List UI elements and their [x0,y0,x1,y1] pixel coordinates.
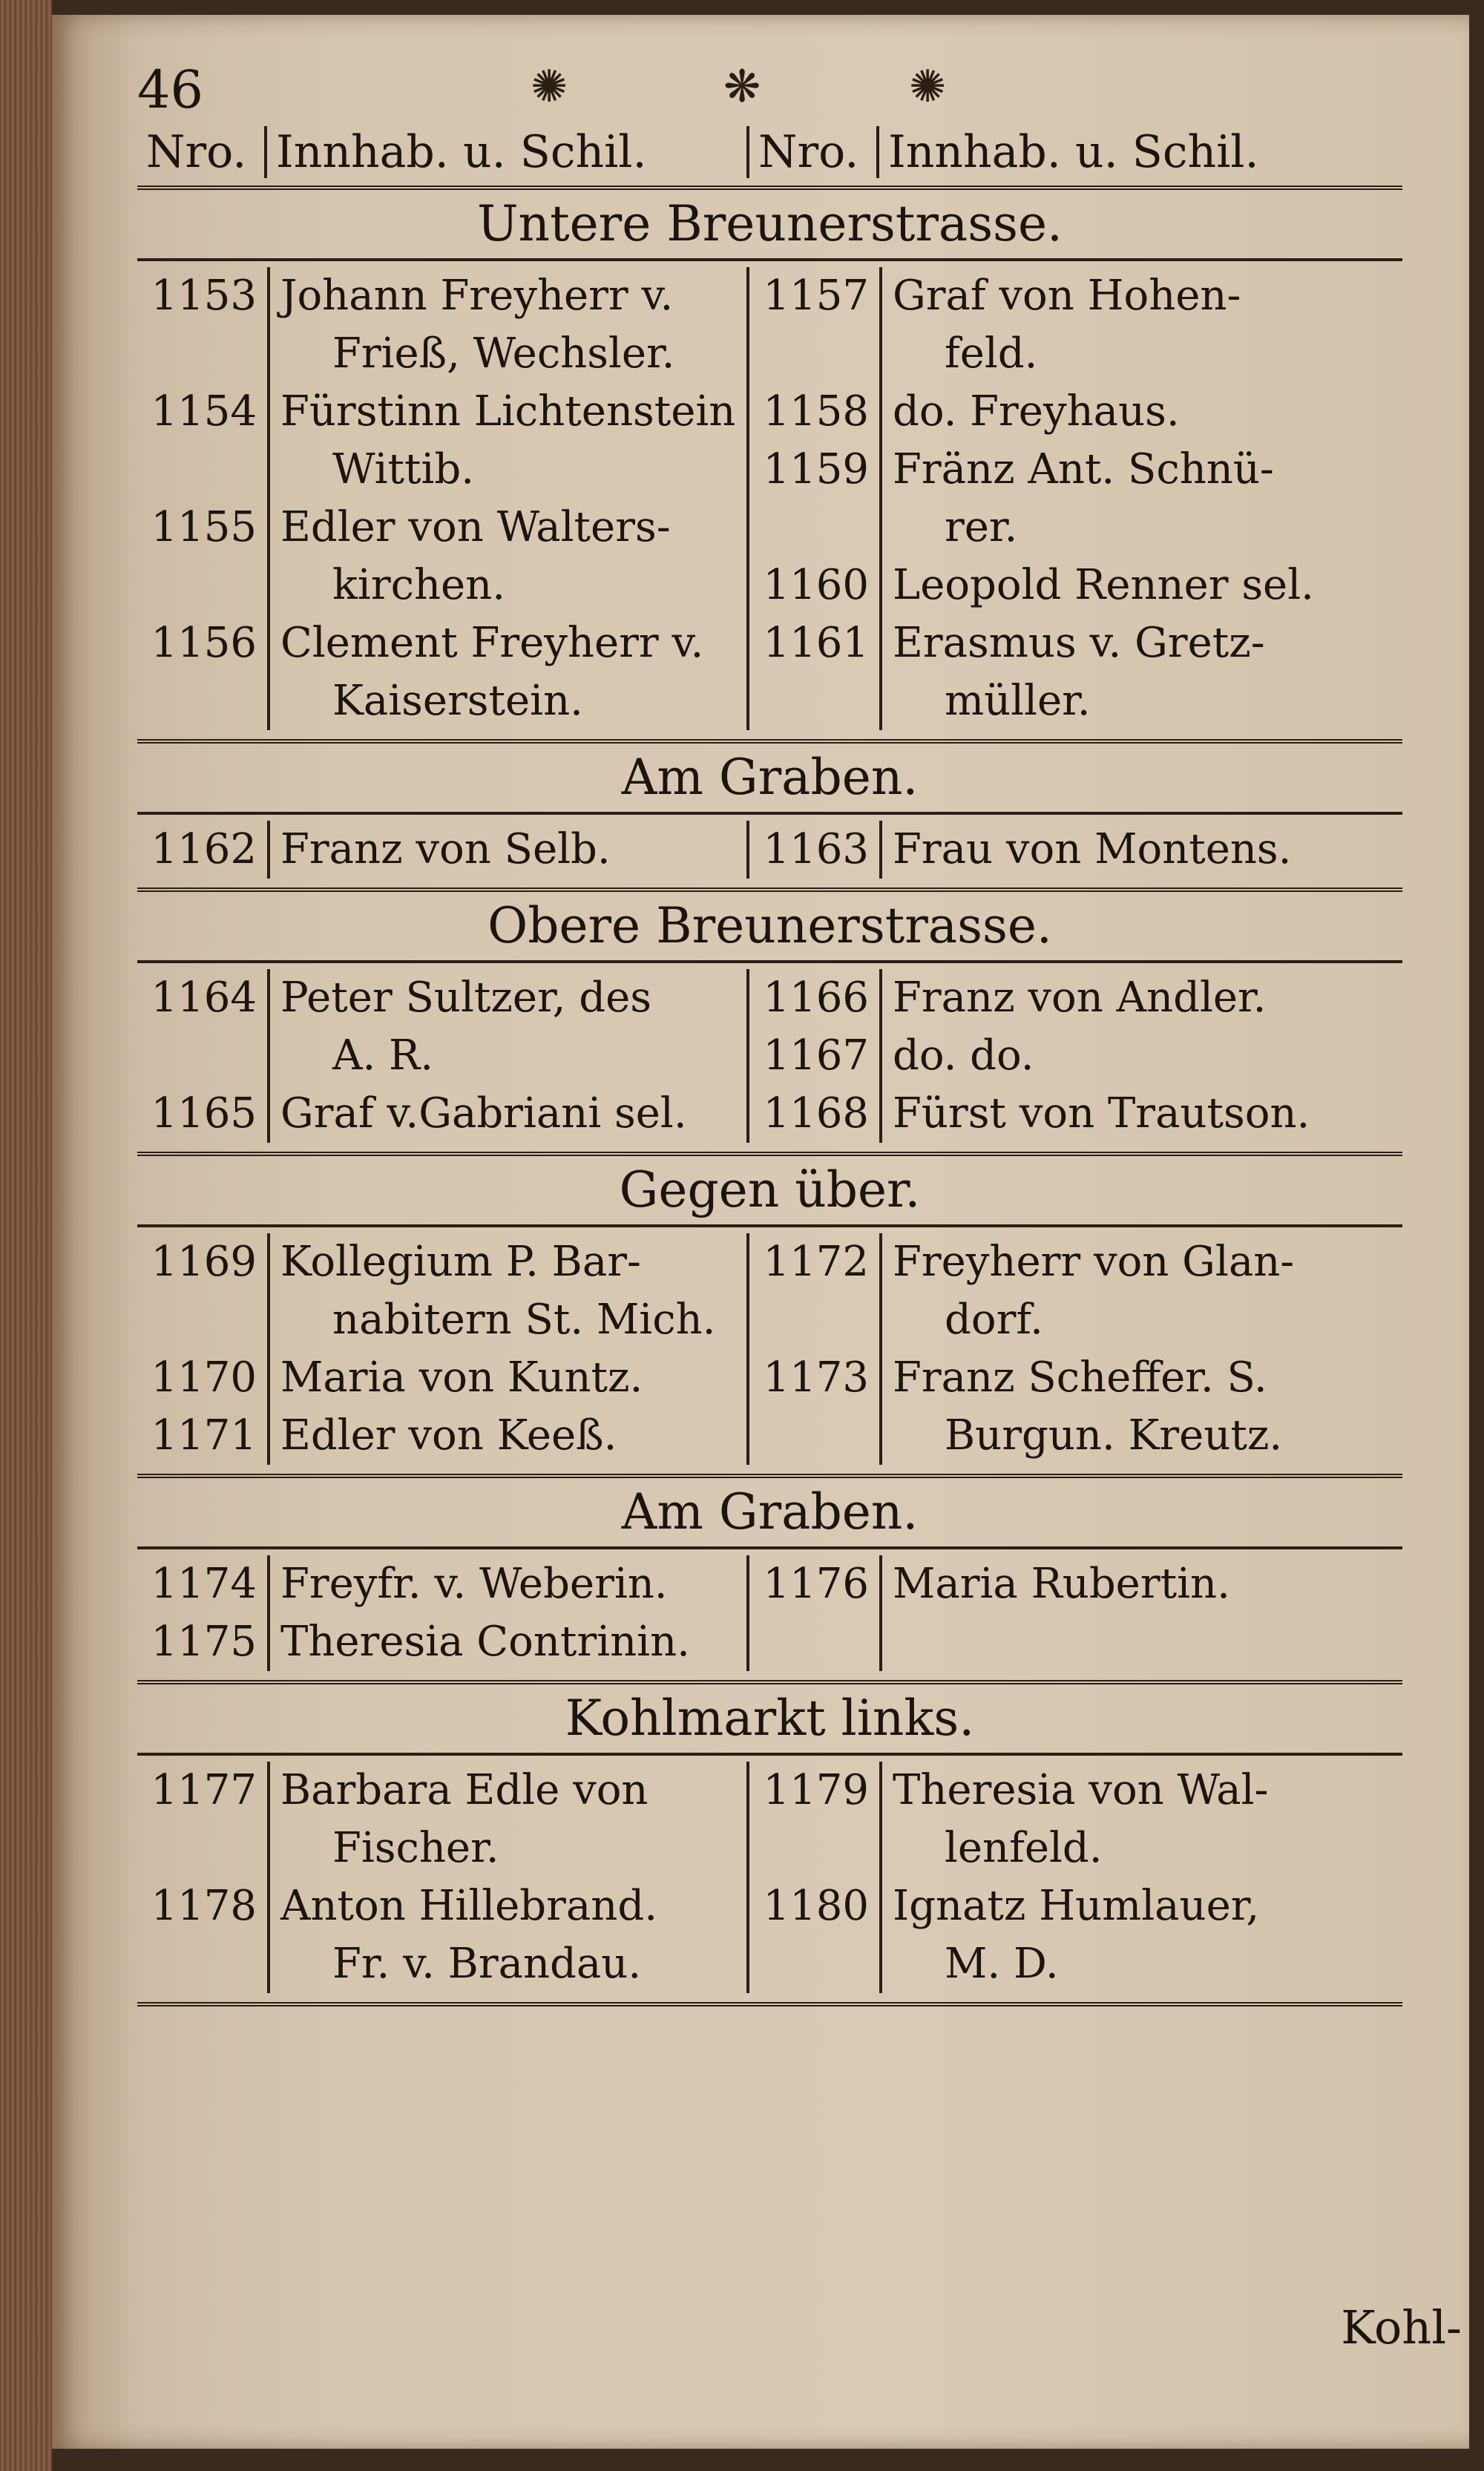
column-left-lines [267,267,749,730]
occupant-line: dorf. [945,1296,1043,1344]
house-number: 1165 [151,1089,257,1138]
column-right-numbers [749,969,879,1143]
occupant-line: Fr. v. Brandau. [332,1940,642,1988]
occupant-line: Graf v.Gabriani sel. [280,1089,687,1138]
column-left-numbers [137,1555,267,1671]
occupant-line: lenfeld. [945,1824,1103,1872]
page-header [137,45,1402,119]
occupant-line: A. R. [332,1031,434,1080]
house-number: 1174 [151,1560,257,1608]
section-title: Obere Breunerstrasse. [137,892,1402,963]
occupant-line: Barbara Edle von [280,1766,649,1814]
column-header-occupant: Innhab. u. Schil. [267,126,749,178]
column-left-numbers [137,1762,267,1993]
house-number [749,672,869,730]
occupant-line: Maria Rubertin. [893,1560,1230,1608]
occupant-line: Fränz Ant. Schnü- [893,445,1274,493]
house-number [137,1935,257,1993]
house-number: 1155 [151,503,257,551]
occupant-line: Ignatz Humlauer, [893,1882,1260,1930]
house-number [137,325,257,383]
occupant-line: Theresia Contrinin. [280,1618,690,1666]
house-number: 1164 [151,974,257,1022]
house-number [749,1935,869,1993]
section-title: Am Graben. [137,1478,1402,1549]
ornament-icon: ❋ [723,61,761,113]
house-number: 1178 [151,1882,257,1930]
page-edge [0,0,52,2471]
house-number [749,1819,869,1877]
occupant-line: Maria von Kuntz. [280,1353,643,1402]
occupant-line [893,1613,1402,1671]
column-right-lines [879,1555,1402,1671]
house-number [137,557,257,614]
house-number: 1177 [151,1766,257,1814]
house-number: 1156 [151,619,257,667]
occupant-line: Edler von Keeß. [280,1411,617,1460]
house-number [137,441,257,499]
occupant-line: do. do. [893,1031,1034,1080]
occupant-line: M. D. [945,1940,1059,1988]
column-header-occupant: Innhab. u. Schil. [888,126,1259,178]
column-right-numbers [749,1555,879,1671]
column-right-lines [879,969,1402,1143]
column-right-lines [879,1762,1402,1993]
house-number: 1160 [763,561,869,609]
column-right-numbers [749,821,879,879]
occupant-line: Erasmus v. Gretz- [893,619,1265,667]
house-number [749,325,869,383]
house-number: 1168 [763,1089,869,1138]
house-number: 1169 [151,1238,257,1286]
occupant-line: Wittib. [332,445,475,493]
column-right-numbers [749,267,879,730]
occupant-line: müller. [945,677,1091,725]
house-number: 1172 [763,1238,869,1286]
column-header-row [137,119,1402,190]
occupant-line: Freyfr. v. Weberin. [280,1560,668,1608]
occupant-line: Leopold Renner sel. [893,561,1314,609]
house-number: 1154 [151,387,257,436]
occupant-line: kirchen. [332,561,506,609]
occupant-line: Fischer. [332,1824,499,1872]
house-number [137,1027,257,1085]
occupant-line: Franz von Selb. [280,825,611,873]
section-title: Kohlmarkt links. [137,1684,1402,1756]
column-left-lines [267,1233,749,1465]
house-number: 1157 [763,272,869,320]
house-number: 1167 [763,1031,869,1080]
house-number [749,1407,869,1465]
section-entries [137,261,1402,744]
occupant-line: Kaiserstein. [332,677,583,725]
book-page [52,15,1469,2449]
section-entries [137,1227,1402,1478]
occupant-line: Burgun. Kreutz. [945,1411,1283,1460]
house-number: 1176 [763,1560,869,1608]
column-left-numbers [137,821,267,879]
column-header-number: Nro. [749,126,879,178]
column-left-lines [267,821,749,879]
street-sections [137,190,1402,2006]
page-content [137,45,1402,2006]
section-entries [137,1756,1402,2006]
column-left-lines [267,969,749,1143]
occupant-line: Fürst von Trautson. [893,1089,1310,1138]
section-entries [137,1549,1402,1684]
column-right-numbers [749,1762,879,1993]
occupant-line: Johann Freyherr v. [280,272,674,320]
occupant-line: feld. [945,329,1038,378]
house-number: 1166 [763,974,869,1022]
house-number: 1158 [763,387,869,436]
occupant-line: do. Freyhaus. [893,387,1180,436]
house-number: 1175 [151,1618,257,1666]
column-left-lines [267,1555,749,1671]
column-left-numbers [137,969,267,1143]
house-number [137,672,257,730]
column-left-numbers [137,1233,267,1465]
house-number: 1173 [763,1353,869,1402]
house-number [137,1291,257,1349]
column-right-numbers [749,1233,879,1465]
section-title: Am Graben. [137,744,1402,815]
house-number [749,499,869,557]
column-right-lines [879,821,1402,879]
occupant-line: Theresia von Wal- [893,1766,1269,1814]
house-number: 1179 [763,1766,869,1814]
column-left-numbers [137,267,267,730]
occupant-line: Frau von Montens. [893,825,1292,873]
occupant-line: Peter Sultzer, des [280,974,651,1022]
column-left-lines [267,1762,749,1993]
house-number: 1163 [763,825,869,873]
occupant-line: nabitern St. Mich. [332,1296,716,1344]
house-number [749,1613,869,1671]
house-number: 1161 [763,619,869,667]
occupant-line: Anton Hillebrand. [280,1882,658,1930]
occupant-line: Edler von Walters- [280,503,671,551]
occupant-line: Kollegium P. Bar- [280,1238,641,1286]
house-number: 1170 [151,1353,257,1402]
house-number: 1153 [151,272,257,320]
ornament-icon: ✺ [909,61,947,113]
occupant-line: Graf von Hohen- [893,272,1241,320]
house-number: 1171 [151,1411,257,1460]
occupant-line: Franz Scheffer. S. [893,1353,1267,1402]
section-entries [137,963,1402,1156]
column-header-number: Nro. [137,126,267,178]
section-title: Untere Breunerstrasse. [137,190,1402,261]
occupant-line: Fürstinn Lichtenstein [280,387,736,436]
occupant-line: Freyherr von Glan- [893,1238,1295,1286]
house-number: 1159 [763,445,869,493]
catchword: Kohl- [1341,2300,1462,2354]
section-entries [137,815,1402,892]
ornament-icon: ✺ [531,61,568,113]
house-number: 1162 [151,825,257,873]
house-number [749,1291,869,1349]
occupant-line: Franz von Andler. [893,974,1267,1022]
section-title: Gegen über. [137,1156,1402,1227]
occupant-line: rer. [945,503,1018,551]
occupant-line: Clement Freyherr v. [280,619,704,667]
occupant-line: Frieß, Wechsler. [332,329,675,378]
house-number: 1180 [763,1882,869,1930]
page-number: 46 [137,59,204,120]
column-right-lines [879,1233,1402,1465]
column-right-lines [879,267,1402,730]
house-number [137,1819,257,1877]
